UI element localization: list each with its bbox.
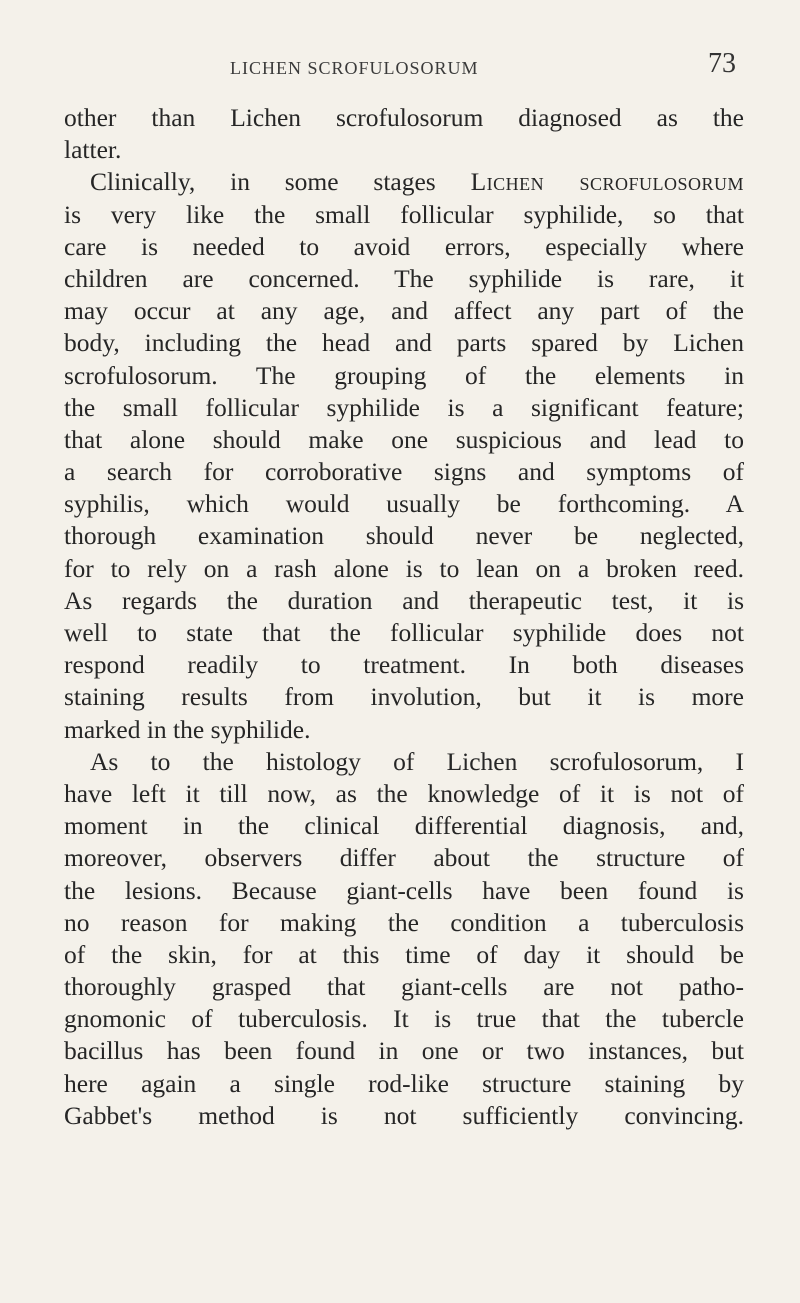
text-line: body, including the head and parts spared by Lichen	[64, 328, 744, 358]
text-line: syphilis, which would usually be forthcoming. A	[64, 489, 744, 519]
text-line: scrofulosorum. The grouping of the elements in	[64, 360, 744, 390]
text-line: staining results from involution, but it is more	[64, 682, 744, 712]
text-fragment: Clinically, in some stages	[90, 167, 436, 197]
text-line: children are concerned. The syphilide is rare, it	[64, 263, 744, 293]
text-line: marked in the syphilide.	[64, 714, 311, 744]
text-line	[64, 166, 744, 198]
text-line: gnomonic of tuberculosis. It is true that the tubercle	[64, 1004, 744, 1034]
text-line: thoroughly grasped that giant-cells are not patho-	[64, 972, 744, 1002]
text-line: Gabbet's method is not sufficiently convincing.	[64, 1100, 744, 1130]
text-line: for to rely on a rash alone is to lean on a broken reed.	[64, 553, 744, 583]
text-line: that alone should make one suspicious and lead to	[64, 424, 744, 454]
text-line: is very like the small follicular syphilide, so that	[64, 199, 744, 229]
text-line: of the skin, for at this time of day it should be	[64, 939, 744, 969]
text-line: latter.	[64, 135, 122, 165]
text-line: the lesions. Because giant-cells have been found is	[64, 875, 744, 905]
text-line: bacillus has been found in one or two instances, but	[64, 1036, 744, 1066]
text-line: may occur at any age, and affect any part of the	[64, 296, 744, 326]
text-line: As to the histology of Lichen scrofulosorum, I	[90, 746, 744, 776]
text-line: here again a single rod-like structure staining by	[64, 1068, 744, 1098]
text-line: moment in the clinical differential diagnosis, and,	[64, 811, 744, 841]
text-line: respond readily to treatment. In both diseases	[64, 650, 744, 680]
running-head: LICHEN SCROFULOSORUM	[230, 58, 479, 78]
text-line: other than Lichen scrofulosorum diagnosed as the	[64, 103, 744, 132]
body-text	[64, 102, 744, 1132]
text-line: a search for corroborative signs and symptoms of	[64, 457, 744, 487]
text-line: care is needed to avoid errors, especially where	[64, 231, 744, 261]
text-line: As regards the duration and therapeutic test, it is	[64, 585, 744, 615]
text-line: thorough examination should never be neglected,	[64, 521, 744, 551]
small-caps-term: Lichen scrofulosorum	[470, 167, 744, 197]
text-line: well to state that the follicular syphilide does not	[64, 618, 744, 647]
text-line: the small follicular syphilide is a significant feature;	[64, 392, 744, 422]
text-line: moreover, observers differ about the structure of	[64, 843, 744, 873]
text-line: have left it till now, as the knowledge of it is not of	[64, 778, 744, 808]
text-line: no reason for making the condition a tuberculosis	[64, 907, 744, 937]
page-number: 73	[708, 48, 736, 79]
